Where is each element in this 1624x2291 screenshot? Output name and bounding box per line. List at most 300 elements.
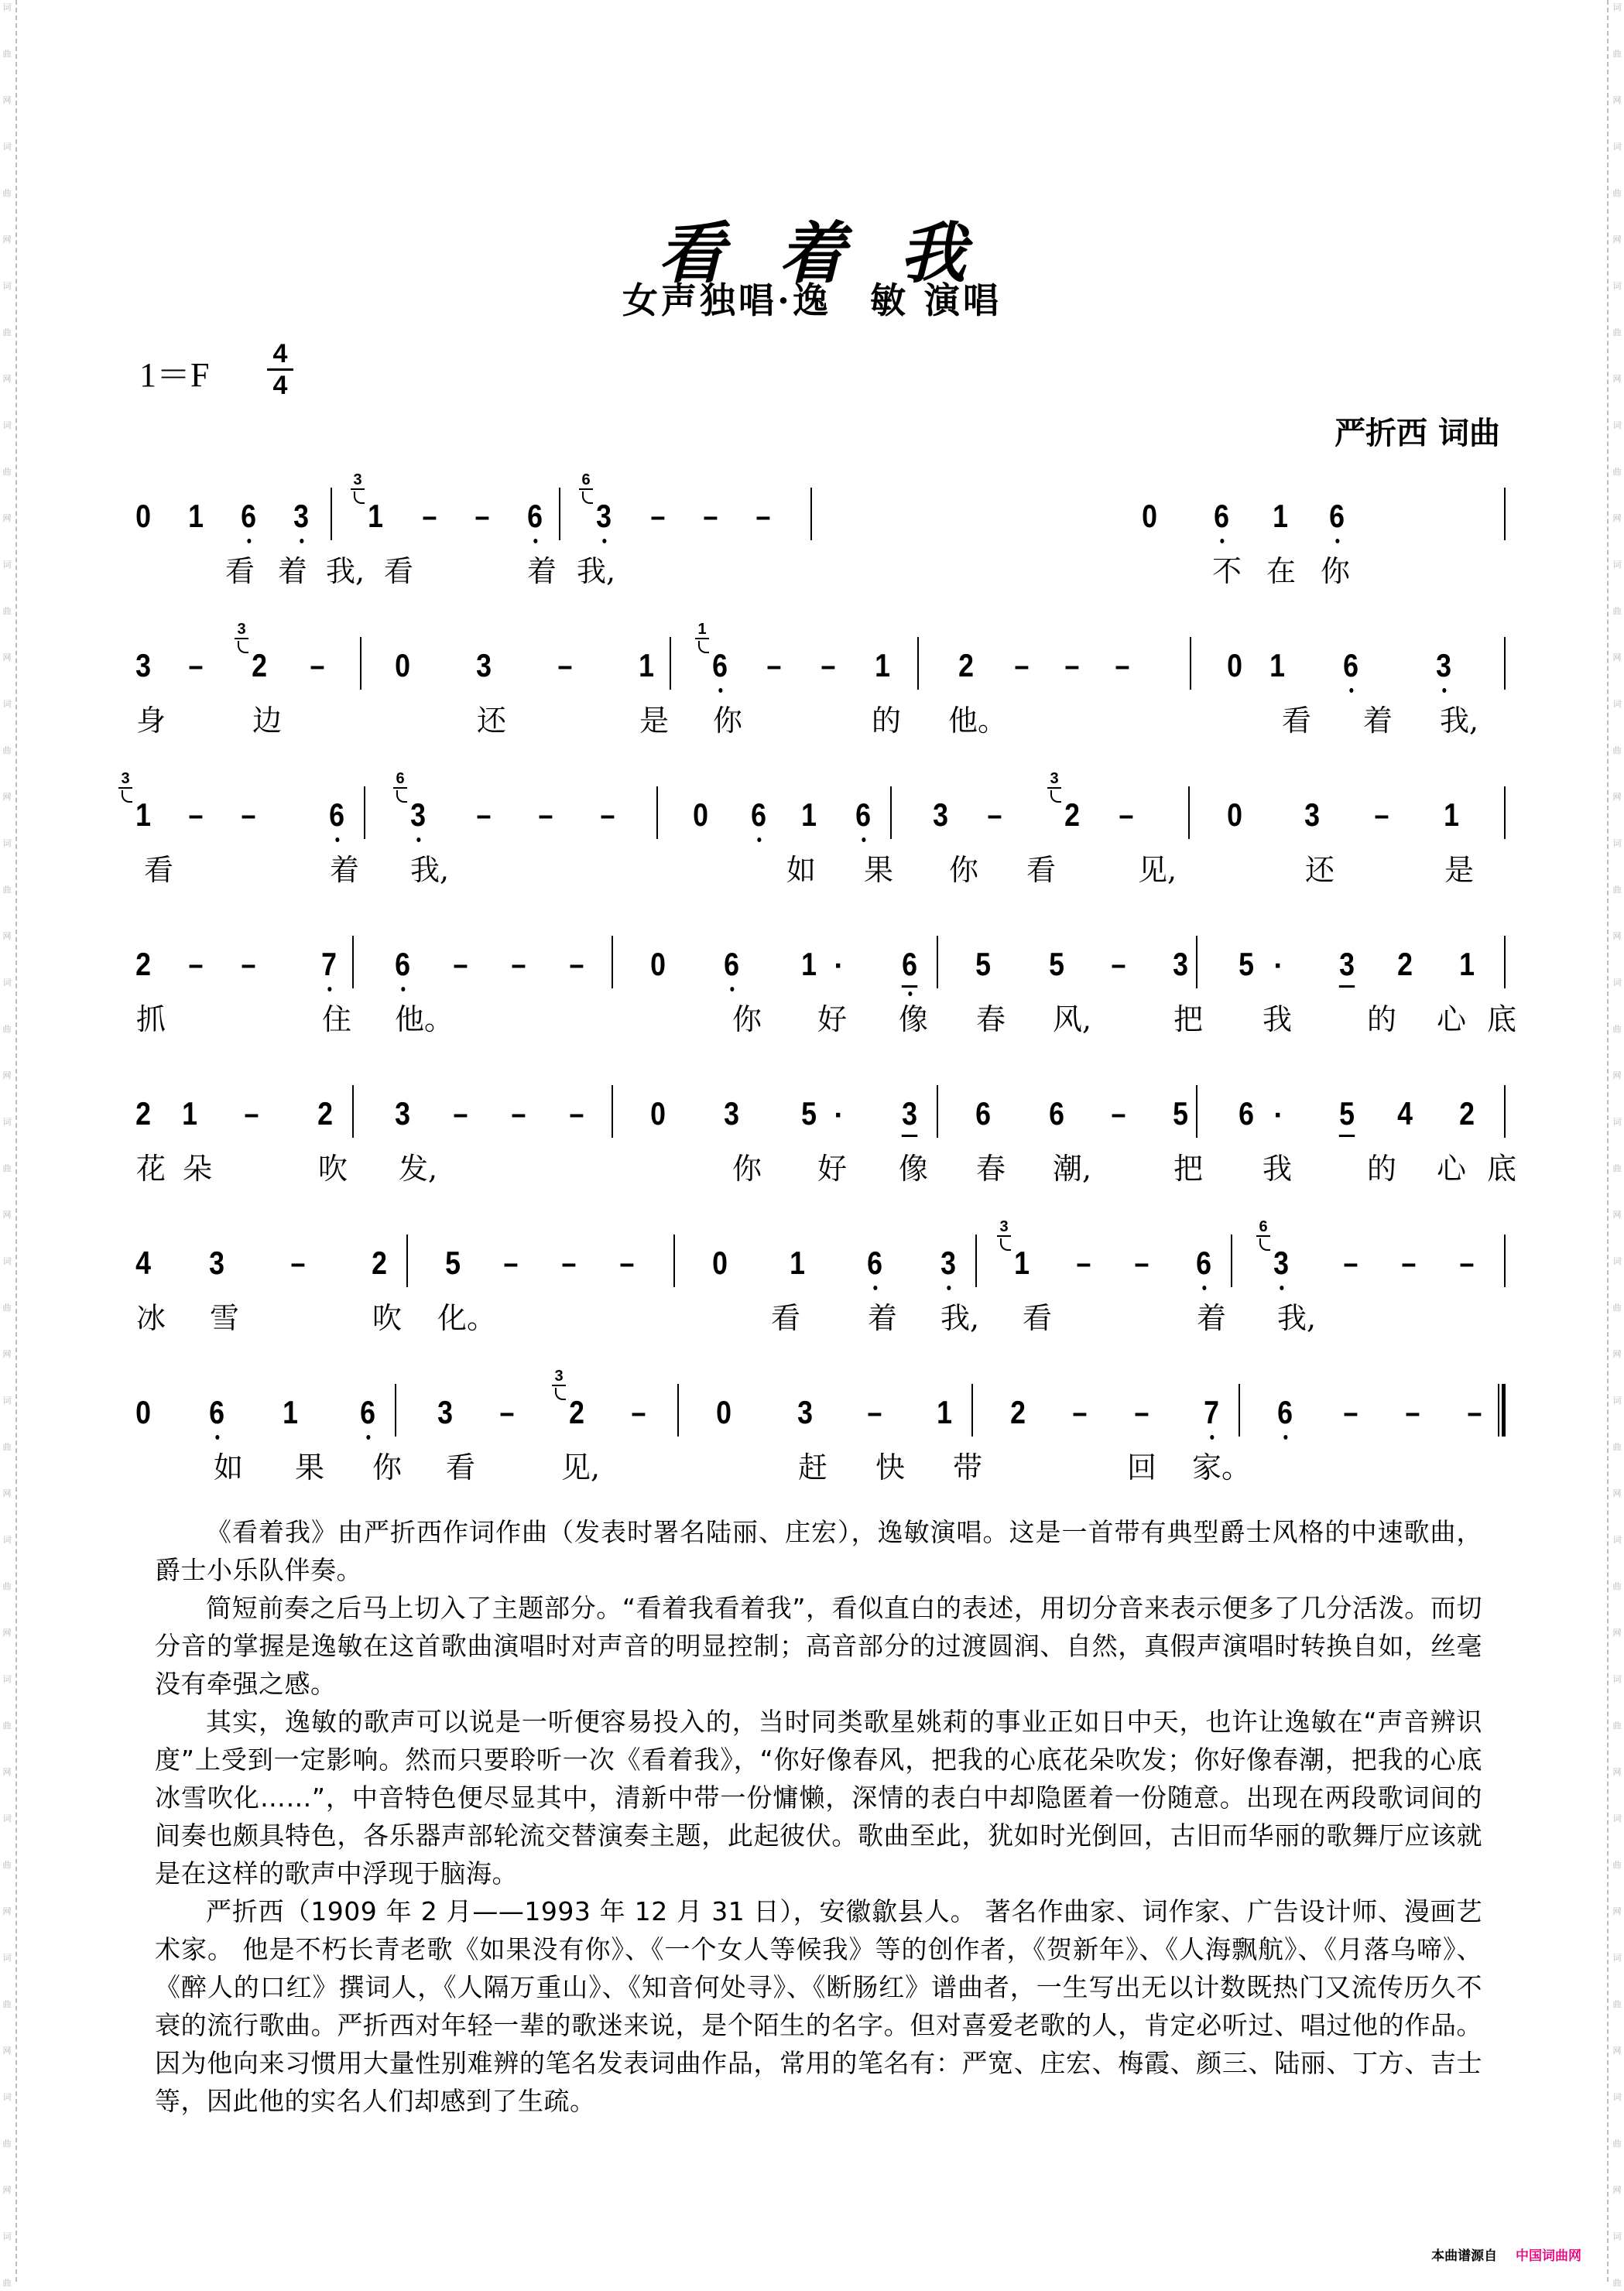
note-digit: – <box>241 947 256 981</box>
barline <box>1196 936 1197 988</box>
note-digit: – <box>1115 649 1130 683</box>
note <box>591 498 617 534</box>
watermark-char: 词 <box>2 142 12 152</box>
note <box>1043 947 1070 982</box>
augmentation-dot: · <box>834 953 843 980</box>
lyric-syllable: 我, <box>325 554 365 588</box>
note-digit: 1 <box>801 796 817 833</box>
barline <box>1504 936 1506 988</box>
lyric-syllable: 是 <box>1444 853 1474 887</box>
lyric-syllable: 冰 <box>135 1301 166 1335</box>
source-label: 本曲谱源自 <box>1431 2248 1498 2264</box>
grace-digit: 6 <box>581 471 591 488</box>
watermark-char: 曲 <box>1612 1024 1622 1034</box>
low-octave-dot <box>1442 688 1446 693</box>
note-digit: – <box>511 947 526 981</box>
score-line <box>128 913 1516 1062</box>
watermark-char: 曲 <box>1612 745 1622 755</box>
low-octave-dot <box>335 837 339 842</box>
description-paragraph: 《看着我》由严折西作词作曲（发表时署名陆丽、庄宏），逸敏演唱。这是一首带有典型爵士风格的中速歌曲，爵士小乐队伴奏。 <box>155 1517 1482 1585</box>
note-digit: 3 <box>596 498 612 534</box>
jianpu-score <box>121 464 1516 1510</box>
lyric-syllable: 的 <box>1366 1002 1396 1036</box>
note-digit: – <box>987 798 1002 832</box>
grace-stroke <box>118 787 132 789</box>
lyric-row <box>128 550 1513 596</box>
dash-extension <box>285 1245 311 1281</box>
note-digit: 6 <box>855 796 871 833</box>
note-digit: 1 <box>1014 1245 1030 1281</box>
dash-extension <box>1067 1395 1093 1430</box>
note <box>130 1395 156 1430</box>
score-line <box>128 1361 1513 1510</box>
lyric-syllable: 快 <box>875 1450 905 1485</box>
lyric-syllable: 果 <box>294 1450 324 1485</box>
lyric-syllable: 化。 <box>437 1301 497 1335</box>
note <box>389 1096 416 1132</box>
grace-note <box>1047 771 1061 803</box>
dash-extension <box>1113 797 1139 833</box>
score-line <box>128 1211 1513 1361</box>
barline <box>352 1085 354 1138</box>
augmentation-dot: · <box>1273 953 1283 980</box>
note-digit: 6 <box>1277 1394 1293 1430</box>
note-digit: – <box>1014 649 1030 683</box>
barline <box>937 936 938 988</box>
note <box>1268 1245 1294 1281</box>
lyric-syllable: 着 <box>277 554 307 588</box>
note <box>1454 1096 1480 1132</box>
watermark-char: 词 <box>2 699 12 709</box>
barline <box>559 488 560 540</box>
note-digit: 1 <box>937 1394 952 1430</box>
dash-extension <box>238 1096 265 1132</box>
note-digit: – <box>557 649 573 683</box>
note-row <box>128 1085 1513 1139</box>
source-brand-link[interactable]: 中国词曲网 <box>1516 2248 1581 2264</box>
note <box>896 1096 923 1132</box>
barline <box>656 786 658 839</box>
note-digit: 0 <box>1227 647 1242 683</box>
lyric-syllable: 如 <box>213 1450 243 1485</box>
watermark-char: 网 <box>2 652 12 663</box>
note <box>1208 498 1235 534</box>
note-digit: 7 <box>321 946 337 982</box>
note-digit: – <box>1064 649 1080 683</box>
note <box>355 1395 381 1430</box>
note-digit: – <box>188 649 204 683</box>
note-digit: – <box>561 1246 577 1280</box>
watermark-char: 曲 <box>2 1581 12 1591</box>
watermark-char: 词 <box>2 838 12 848</box>
watermark-char: 曲 <box>2 745 12 755</box>
source-footer <box>1431 2245 1581 2264</box>
note <box>707 648 733 683</box>
watermark-char: 曲 <box>2 1442 12 1452</box>
watermark-char: 曲 <box>2 1721 12 1731</box>
note-digit: 5 <box>801 1095 817 1132</box>
low-octave-dot <box>1202 1286 1206 1290</box>
note <box>718 947 745 982</box>
note <box>183 498 209 534</box>
note-digit: 6 <box>329 796 344 833</box>
barline <box>1504 1085 1506 1138</box>
note-digit: – <box>867 1395 882 1430</box>
note-digit: 3 <box>940 1245 956 1281</box>
note-digit: – <box>188 798 204 832</box>
note <box>312 1096 338 1132</box>
dash-extension <box>1396 1245 1422 1281</box>
lyric-syllable: 发, <box>398 1152 438 1186</box>
note-digit: 0 <box>135 1394 151 1430</box>
note-digit: 2 <box>958 647 974 683</box>
lyric-syllable: 身 <box>135 704 166 738</box>
note <box>389 947 416 982</box>
note <box>1198 1395 1225 1430</box>
lyric-syllable: 的 <box>871 704 901 738</box>
lyric-syllable: 我, <box>576 554 616 588</box>
low-octave-dot <box>947 1286 951 1290</box>
watermark-char: 网 <box>2 1767 12 1777</box>
note-digit: 2 <box>1010 1394 1026 1430</box>
low-octave-dot <box>602 539 606 543</box>
note <box>522 498 548 534</box>
note-digit: 0 <box>650 946 666 982</box>
watermark-char: 词 <box>1612 838 1622 848</box>
lyric-syllable: 底 <box>1486 1152 1516 1186</box>
low-octave-dot <box>1335 539 1339 543</box>
note-digit: – <box>1111 1097 1126 1131</box>
note-digit: 5 <box>1339 1095 1355 1132</box>
grace-stroke <box>1256 1235 1270 1237</box>
dash-extension <box>614 1245 640 1281</box>
note-digit: 6 <box>1196 1245 1211 1281</box>
note <box>130 1245 156 1281</box>
grace-slur <box>122 790 132 803</box>
lyric-syllable: 把 <box>1173 1002 1203 1036</box>
dash-extension <box>1059 648 1085 683</box>
grace-slur <box>1000 1238 1011 1251</box>
note-row <box>128 1368 1513 1438</box>
watermark-char: 网 <box>2 2185 12 2195</box>
lyric-syllable: 把 <box>1173 1152 1203 1186</box>
note-digit: 1 <box>1269 647 1285 683</box>
lyric-row <box>128 1147 1516 1193</box>
watermark-char: 网 <box>2 931 12 941</box>
watermark-char: 词 <box>1612 1117 1622 1127</box>
note-digit: – <box>310 649 325 683</box>
note-digit: – <box>1134 1395 1149 1430</box>
barline <box>1188 786 1190 839</box>
note <box>1267 498 1293 534</box>
dash-extension <box>1129 1395 1155 1430</box>
watermark-char: 词 <box>2 2 12 12</box>
watermark-char: 网 <box>2 95 12 105</box>
note <box>130 648 156 683</box>
dash-extension <box>564 1096 590 1132</box>
note <box>718 1096 745 1132</box>
note-digit: 0 <box>1142 498 1157 534</box>
note-digit: 6 <box>527 498 543 534</box>
note-digit: 1 <box>135 796 151 833</box>
note <box>366 1245 392 1281</box>
barline <box>670 637 671 690</box>
lyric-syllable: 我 <box>1262 1152 1292 1186</box>
watermark-char: 网 <box>1612 2185 1622 2195</box>
note-digit: 6 <box>751 796 766 833</box>
note <box>405 797 431 833</box>
lyric-syllable: 看 <box>143 853 173 887</box>
note-digit: 5 <box>975 946 991 982</box>
dash-extension <box>447 947 474 982</box>
watermark-char: 曲 <box>2 1860 12 1870</box>
watermark-char: 曲 <box>2 606 12 616</box>
barline <box>331 488 332 540</box>
lyric-syllable: 春 <box>975 1152 1006 1186</box>
grace-stroke <box>997 1235 1011 1237</box>
note <box>850 797 876 833</box>
watermark-char: 网 <box>1612 95 1622 105</box>
note <box>792 1395 818 1430</box>
note <box>246 648 272 683</box>
watermark-char: 曲 <box>1612 1721 1622 1731</box>
note-digit: – <box>569 1097 584 1131</box>
note <box>645 1096 671 1132</box>
watermark-char: 曲 <box>1612 885 1622 895</box>
note <box>1009 1245 1035 1281</box>
description-paragraph: 简短前奏之后马上切入了主题部分。“看着我看着我”，看似直白的表述，用切分音来表示便多了几分活泼。而切分音的掌握是逸敏在这首歌曲演唱时对声音的明显控制；高音部分的过渡圆润、自然，真假声演唱时转换自如，丝毫没有牵强之感。 <box>155 1593 1482 1699</box>
watermark-char: 网 <box>1612 792 1622 802</box>
watermark-char: 网 <box>1612 235 1622 245</box>
note <box>1338 648 1364 683</box>
lyric-row <box>128 848 1513 895</box>
dash-extension <box>1071 1245 1097 1281</box>
dash-extension <box>1105 1096 1132 1132</box>
note <box>687 797 714 833</box>
lyric-syllable: 我 <box>1262 1002 1292 1036</box>
dash-extension <box>750 498 776 534</box>
note <box>1272 1395 1298 1430</box>
note <box>1334 1096 1360 1132</box>
watermark-char: 词 <box>1612 2092 1622 2102</box>
lyric-syllable: 着 <box>329 853 359 887</box>
watermark-char: 网 <box>2 1906 12 1916</box>
watermark-char: 网 <box>2 1349 12 1359</box>
note <box>324 797 350 833</box>
watermark-char: 词 <box>2 560 12 570</box>
note <box>796 1096 822 1132</box>
watermark-char: 词 <box>1612 420 1622 430</box>
note <box>645 947 671 982</box>
dash-extension <box>552 648 578 683</box>
time-signature-top: 4 <box>272 339 288 368</box>
barline <box>395 1384 396 1437</box>
note <box>970 947 996 982</box>
watermark-char: 网 <box>1612 1628 1622 1638</box>
lyric-syllable: 看 <box>1281 704 1311 738</box>
watermark-char: 曲 <box>2 2278 12 2288</box>
note-digit: – <box>703 499 718 533</box>
watermark-char: 曲 <box>1612 327 1622 337</box>
note-digit: 6 <box>902 946 917 982</box>
watermark-char: 网 <box>1612 513 1622 523</box>
lyric-row <box>128 699 1513 745</box>
watermark-char: 曲 <box>1612 49 1622 59</box>
low-octave-dot <box>1283 1435 1287 1440</box>
note-digit: 4 <box>1397 1095 1413 1132</box>
note <box>1392 947 1418 982</box>
dash-extension <box>556 1245 582 1281</box>
lyric-syllable: 家。 <box>1192 1450 1252 1485</box>
right-watermark-strip <box>1607 0 1624 2288</box>
lyric-syllable: 像 <box>898 1002 928 1036</box>
watermark-char: 词 <box>2 2231 12 2241</box>
low-octave-dot <box>1280 1286 1283 1290</box>
note <box>130 947 156 982</box>
low-octave-dot <box>300 539 303 543</box>
grace-note <box>579 472 593 504</box>
note-digit: 1 <box>188 498 204 534</box>
watermark-char: 曲 <box>2 1999 12 2009</box>
dash-extension <box>469 498 495 534</box>
note-digit: 2 <box>252 647 267 683</box>
note-row <box>128 471 1513 542</box>
note-digit: – <box>476 798 492 832</box>
dash-extension <box>1454 1245 1480 1281</box>
note <box>130 498 156 534</box>
lyric-syllable: 看 <box>224 554 255 588</box>
lyric-syllable: 看 <box>1026 853 1056 887</box>
note-digit: 0 <box>712 1245 728 1281</box>
barline <box>1504 637 1506 690</box>
watermark-char: 曲 <box>2 1163 12 1173</box>
lyric-syllable: 看 <box>383 554 413 588</box>
note-digit: – <box>1467 1395 1482 1430</box>
dash-extension <box>1338 1395 1364 1430</box>
note-digit: 6 <box>867 1245 882 1281</box>
grace-stroke <box>1047 787 1061 789</box>
barline <box>1504 786 1506 839</box>
dash-extension <box>471 797 497 833</box>
watermark-char: 词 <box>2 1813 12 1824</box>
note-digit: 6 <box>241 498 256 534</box>
dash-extension <box>494 1395 520 1430</box>
note-digit: 2 <box>569 1394 584 1430</box>
grace-note <box>118 771 132 803</box>
note-digit: 3 <box>395 1095 410 1132</box>
note-digit: 5 <box>1239 946 1254 982</box>
lyric-syllable: 着 <box>526 554 557 588</box>
note <box>784 1245 810 1281</box>
lyric-syllable: 你 <box>948 853 978 887</box>
barline <box>971 1384 973 1437</box>
grace-note <box>695 622 709 653</box>
grace-digit: 3 <box>121 770 130 787</box>
note <box>1059 797 1085 833</box>
note-digit: 0 <box>693 796 708 833</box>
note-digit: 3 <box>437 1394 453 1430</box>
note <box>869 648 896 683</box>
barline <box>406 1235 408 1287</box>
grace-note <box>552 1368 566 1400</box>
composer-credit: 严折西 词曲 <box>1334 415 1500 451</box>
dash-extension <box>304 648 331 683</box>
note-digit: – <box>241 798 256 832</box>
watermark-char: 网 <box>1612 1210 1622 1220</box>
note-digit: – <box>755 499 771 533</box>
lyric-syllable: 我, <box>940 1301 980 1335</box>
barline <box>890 786 892 839</box>
watermark-char: 网 <box>2 235 12 245</box>
watermark-char: 曲 <box>1612 1999 1622 2009</box>
watermark-char: 网 <box>1612 1349 1622 1359</box>
note <box>204 1395 230 1430</box>
lyric-syllable: 好 <box>817 1002 847 1036</box>
barline <box>1190 637 1191 690</box>
watermark-char: 词 <box>2 1256 12 1266</box>
lyric-row <box>128 1296 1513 1343</box>
note <box>564 1395 590 1430</box>
dash-extension <box>183 947 209 982</box>
lyric-syllable: 如 <box>786 853 816 887</box>
watermark-char: 曲 <box>2 188 12 198</box>
watermark-char: 网 <box>1612 931 1622 941</box>
barline <box>937 1085 938 1138</box>
dash-extension <box>1369 797 1395 833</box>
note-digit: 3 <box>1273 1245 1289 1281</box>
note-digit: 3 <box>135 647 151 683</box>
note <box>1233 1096 1259 1132</box>
note-digit: 0 <box>1227 796 1242 833</box>
note-digit: – <box>1374 798 1389 832</box>
dash-extension <box>1338 1245 1364 1281</box>
low-octave-dot <box>730 987 734 991</box>
note <box>970 1096 996 1132</box>
watermark-char: 网 <box>1612 1070 1622 1080</box>
eighth-underline <box>1339 985 1355 988</box>
note <box>1221 648 1248 683</box>
barline <box>360 637 361 690</box>
note <box>316 947 342 982</box>
note-digit: – <box>290 1246 306 1280</box>
note-digit: – <box>1401 1246 1417 1280</box>
lyric-syllable: 心 <box>1436 1152 1466 1186</box>
lyric-syllable: 你 <box>372 1450 402 1485</box>
dash-extension <box>645 498 671 534</box>
note-digit: 3 <box>797 1394 813 1430</box>
dash-extension <box>1109 648 1136 683</box>
note-digit: – <box>569 947 584 981</box>
watermark-char: 曲 <box>1612 1860 1622 1870</box>
grace-digit: 6 <box>396 770 405 787</box>
dash-extension <box>697 498 724 534</box>
lyric-syllable: 我, <box>409 853 450 887</box>
note-digit: 6 <box>1343 647 1358 683</box>
grace-stroke <box>695 638 709 639</box>
dash-extension <box>235 947 262 982</box>
lyric-syllable: 你 <box>731 1002 762 1036</box>
note-digit: 5 <box>445 1245 461 1281</box>
note <box>471 648 497 683</box>
watermark-char: 曲 <box>1612 2278 1622 2288</box>
lyric-syllable: 朵 <box>182 1152 212 1186</box>
note-digit: 6 <box>724 946 739 982</box>
watermark-char: 曲 <box>2 1024 12 1034</box>
grace-slur <box>238 641 248 653</box>
watermark-char: 曲 <box>1612 2139 1622 2149</box>
watermark-char: 词 <box>2 281 12 291</box>
note-digit: 2 <box>1064 796 1080 833</box>
